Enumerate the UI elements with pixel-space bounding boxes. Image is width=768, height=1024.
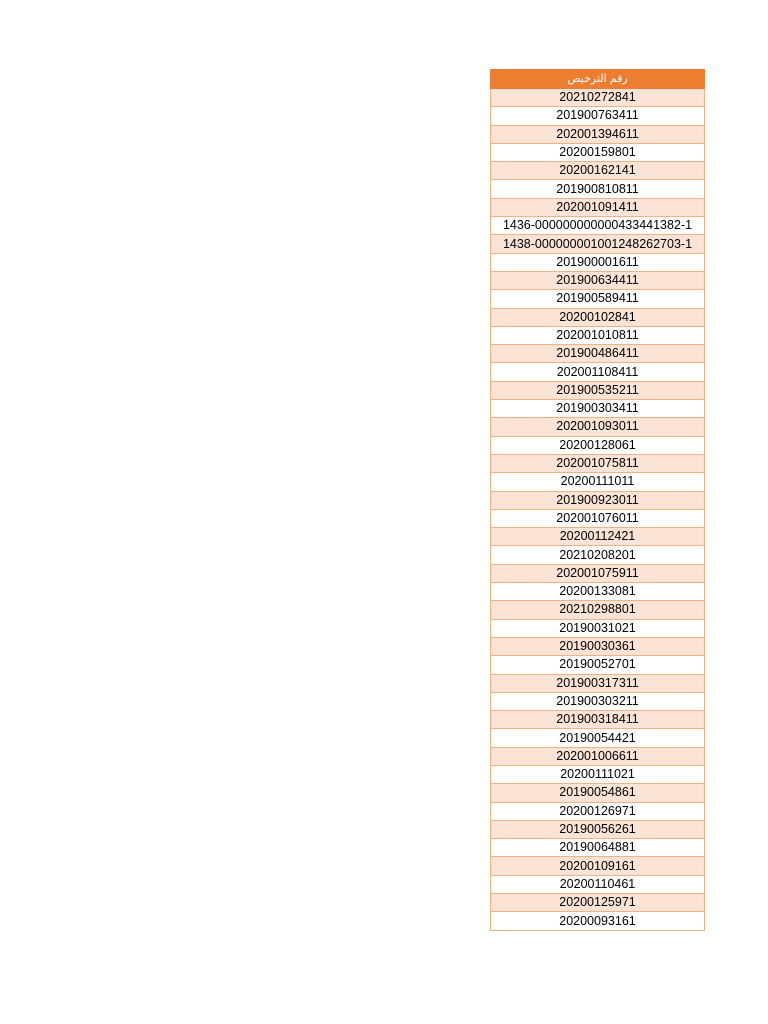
table-row (491, 637, 705, 655)
license-number-cell: 20200162141 (491, 162, 705, 180)
table-row (491, 345, 705, 363)
table-row (491, 912, 705, 930)
table-row (491, 674, 705, 692)
table-row (491, 839, 705, 857)
table-row (491, 765, 705, 783)
license-table (490, 69, 705, 931)
table-row (491, 784, 705, 802)
table-row (491, 326, 705, 344)
table-row (491, 381, 705, 399)
license-number-cell: 202001075911 (491, 564, 705, 582)
table-row (491, 875, 705, 893)
license-number-cell: 20200126971 (491, 802, 705, 820)
license-number-cell: 1436-000000000000433441382-1 (491, 217, 705, 235)
table-row (491, 546, 705, 564)
table-row (491, 711, 705, 729)
license-number-cell: 20200112421 (491, 528, 705, 546)
license-number-cell: 1438-000000001001248262703-1 (491, 235, 705, 253)
license-number-cell: 201900303211 (491, 692, 705, 710)
license-number-cell: 202001006611 (491, 747, 705, 765)
table-row (491, 491, 705, 509)
license-number-cell: 20200110461 (491, 875, 705, 893)
table-row (491, 473, 705, 491)
license-number-cell: 202001010811 (491, 326, 705, 344)
table-body (491, 89, 705, 931)
table-row (491, 509, 705, 527)
license-number-cell: 20210208201 (491, 546, 705, 564)
table-row (491, 290, 705, 308)
table-row (491, 308, 705, 326)
table-row (491, 418, 705, 436)
license-number-cell: 20200125971 (491, 894, 705, 912)
license-number-cell: 201900303411 (491, 400, 705, 418)
table-row (491, 143, 705, 161)
license-number-cell: 201900923011 (491, 491, 705, 509)
table-row (491, 162, 705, 180)
table-row (491, 198, 705, 216)
table-row (491, 235, 705, 253)
table-row (491, 363, 705, 381)
license-number-cell: 20190064881 (491, 839, 705, 857)
table-header-row (491, 70, 705, 89)
license-number-cell: 201900317311 (491, 674, 705, 692)
license-number-cell: 20200128061 (491, 436, 705, 454)
license-number-cell: 20200159801 (491, 143, 705, 161)
table-row (491, 564, 705, 582)
license-number-cell: 20190030361 (491, 637, 705, 655)
table-row (491, 729, 705, 747)
table-row (491, 180, 705, 198)
license-number-cell: 202001394611 (491, 125, 705, 143)
license-number-cell: 201900318411 (491, 711, 705, 729)
table-row (491, 857, 705, 875)
license-number-cell: 20200133081 (491, 583, 705, 601)
license-number-cell: 201900589411 (491, 290, 705, 308)
table-row (491, 400, 705, 418)
column-header-license-number: رقم الترخيص (491, 70, 705, 89)
license-number-cell: 20190054861 (491, 784, 705, 802)
table-row (491, 89, 705, 107)
table-row (491, 454, 705, 472)
table-row (491, 583, 705, 601)
license-number-cell: 20190054421 (491, 729, 705, 747)
table-row (491, 107, 705, 125)
table-row (491, 747, 705, 765)
table-row (491, 601, 705, 619)
license-number-cell: 202001108411 (491, 363, 705, 381)
license-number-cell: 20200111011 (491, 473, 705, 491)
license-table-container (490, 69, 705, 931)
table-row (491, 820, 705, 838)
table-row (491, 619, 705, 637)
license-number-cell: 201900535211 (491, 381, 705, 399)
license-number-cell: 20200111021 (491, 765, 705, 783)
license-number-cell: 202001076011 (491, 509, 705, 527)
table-row (491, 802, 705, 820)
license-number-cell: 20200109161 (491, 857, 705, 875)
license-number-cell: 202001091411 (491, 198, 705, 216)
license-number-cell: 201900634411 (491, 271, 705, 289)
license-number-cell: 20210298801 (491, 601, 705, 619)
table-row (491, 528, 705, 546)
table-row (491, 692, 705, 710)
license-number-cell: 201900486411 (491, 345, 705, 363)
license-number-cell: 201900001611 (491, 253, 705, 271)
table-row (491, 217, 705, 235)
license-number-cell: 20200102841 (491, 308, 705, 326)
table-row (491, 125, 705, 143)
table-row (491, 253, 705, 271)
table-row (491, 436, 705, 454)
license-number-cell: 20190056261 (491, 820, 705, 838)
license-number-cell: 201900763411 (491, 107, 705, 125)
table-row (491, 656, 705, 674)
table-row (491, 271, 705, 289)
license-number-cell: 20210272841 (491, 89, 705, 107)
license-number-cell: 20200093161 (491, 912, 705, 930)
license-number-cell: 20190052701 (491, 656, 705, 674)
license-number-cell: 202001093011 (491, 418, 705, 436)
license-number-cell: 202001075811 (491, 454, 705, 472)
license-number-cell: 20190031021 (491, 619, 705, 637)
table-row (491, 894, 705, 912)
license-number-cell: 201900810811 (491, 180, 705, 198)
